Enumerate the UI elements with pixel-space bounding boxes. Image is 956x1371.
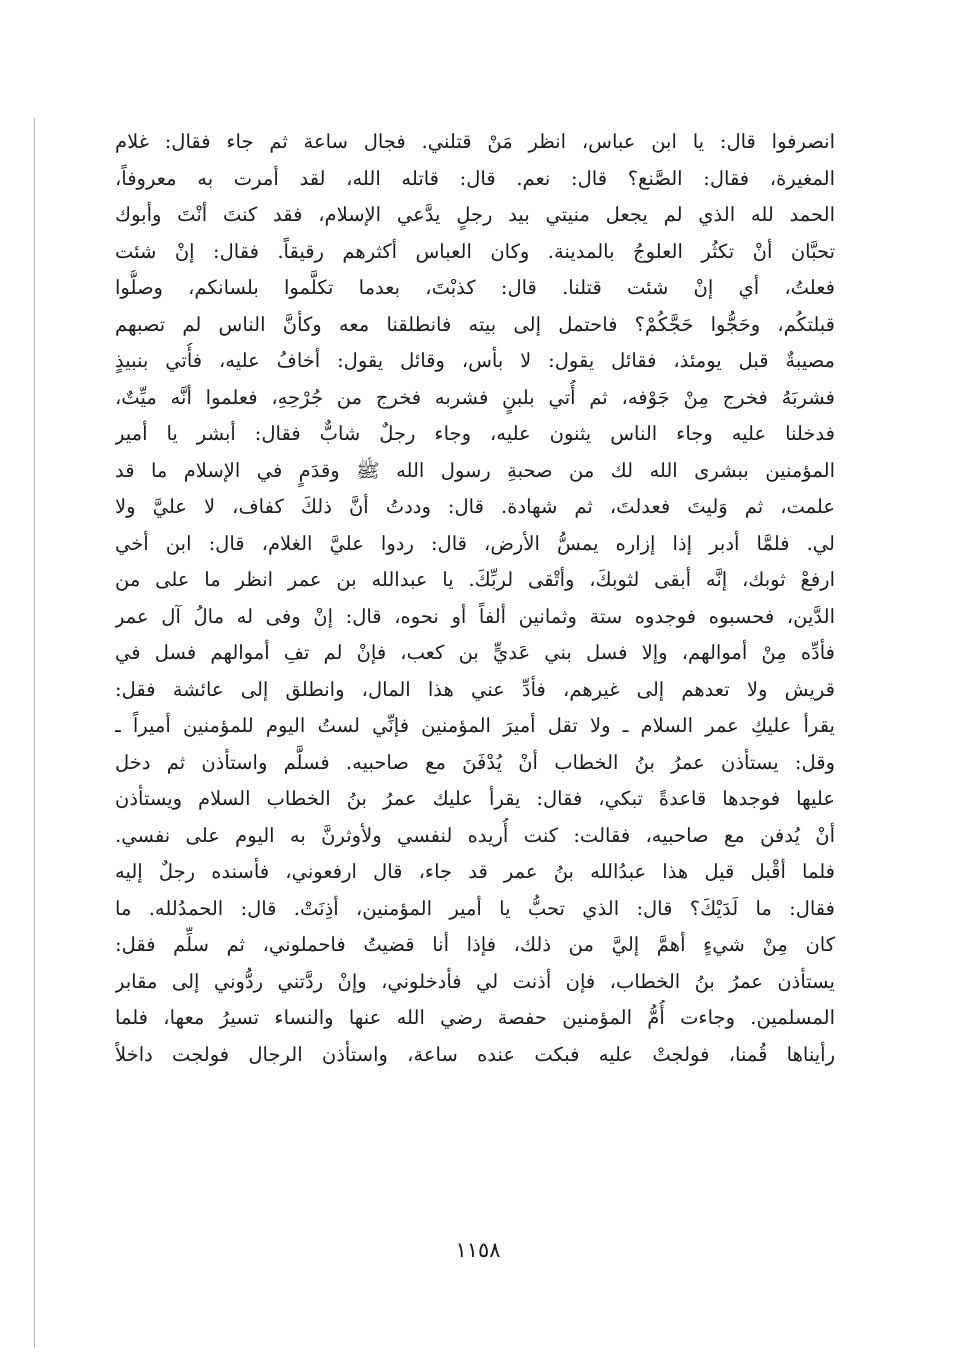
- text-line: قريش ولا تعدهم إلى غيرهم، فأدِّ عني هذا المال، وانطلق إلى عائشة فقل:: [115, 677, 835, 701]
- text-line: كان مِنْ شيءٍ أهمَّ إليَّ من ذلك، فإذا أنا قضيتُ فاحملوني، ثم سلِّم فقل:: [115, 933, 835, 956]
- text-line: فأدِّه مِنْ أموالهم، وإلا فسل بني عَديٍّ بن كعب، فإنْ لم تفِ أموالهم فسل في: [115, 641, 835, 664]
- text-line: فعلتُ، أي إنْ شئت قتلنا. قال: كذبْتَ، بعدما تكلَّموا بلسانكم، وصلُّوا: [115, 276, 835, 299]
- text-line: يستأذن عمرُ بنُ الخطاب، فإن أذنت لي فأدخلوني، وإنْ ردَّتني ردُّوني إلى مقابر: [115, 969, 835, 993]
- text-line: أنْ يُدفن مع صاحبيه، فقالت: كنت أُريده لنفسي ولأوثرنَّ به اليوم على نفسي.: [115, 823, 835, 847]
- page-number: ١١٥٨: [455, 1238, 501, 1262]
- text-line: تحبَّان أنْ تكثُر العلوجُ بالمدينة. وكان العباس أكثرهم رقيقاً. فقال: إنْ شئت: [115, 239, 835, 263]
- text-line: انصرفوا قال: يا ابن عباس، انظر مَنْ قتلني. فجال ساعة ثم جاء فقال: غلام: [115, 130, 835, 153]
- body-text: [115, 124, 835, 1073]
- text-line: يقرأ عليكِ عمر السلام ـ ولا تقل أميرَ المؤمنين فإنِّي لستُ اليوم للمؤمنين أميراً ـ: [115, 714, 835, 737]
- text-line: المغيرة، فقال: الصَّنع؟ قال: نعم. قال: قاتله الله، لقد أمرت به معروفاً،: [115, 166, 835, 190]
- text-line: وقل: يستأذن عمرُ بنُ الخطاب أنْ يُدْفَنَ مع صاحبيه. فسلَّم واستأذن ثم دخل: [115, 750, 835, 774]
- text-line: ارفعْ ثوبك، إنَّه أبقى لثوبكَ، وأتْقى لربِّكَ. يا عبدالله بن عمر انظر ما على من: [115, 568, 835, 591]
- text-line: فدخلنا عليه وجاء الناس يثنون عليه، وجاء رجلٌ شابٌّ فقال: أبشر يا أمير: [115, 422, 835, 445]
- text-line: لي. فلمَّا أدبر إذا إزاره يمسُّ الأرض، قال: ردوا عليَّ الغلام، قال: ابن أخي: [115, 531, 835, 555]
- text-line: المسلمين. وجاءت أُمُّ المؤمنين حفصة رضي الله عنها والنساء تسيرُ معها، فلما: [115, 1006, 835, 1029]
- text-line: رأيناها قُمنا، فولجتْ عليه فبكت عنده ساعة، واستأذن الرجال فولجت داخلاً: [115, 1042, 835, 1066]
- text-line: مصيبةٌ قبل يومئذ، فقائل يقول: لا بأس، وقائل يقول: أخافُ عليه، فأُتي بنبيذٍ: [115, 349, 835, 372]
- text-line: فقال: ما لَدَيْكَ؟ قال: الذي تحبُّ يا أمير المؤمنين، أذِنَتْ. قال: الحمدُلله. ما: [115, 896, 835, 920]
- text-line: الحمد لله الذي لم يجعل منيتي بيد رجلٍ يدَّعي الإسلام، فقد كنتَ أنْتَ وأبوك: [115, 203, 835, 226]
- text-line: عليها فوجدها قاعدةً تبكي، فقال: يقرأ عليك عمرُ بنُ الخطاب السلام ويستأذن: [115, 787, 835, 810]
- text-line: المؤمنين ببشرى الله لك من صحبةِ رسول الله ﷺ وقدَمٍ في الإسلام ما قد: [115, 458, 835, 482]
- text-line: علمت، ثم وَليتَ فعدلتَ، ثم شهادة. قال: وددتُ أنَّ ذلكَ كفاف، لا عليَّ ولا: [115, 495, 835, 518]
- text-line: فلما أقْبل قيل هذا عبدُالله بنُ عمر قد جاء، قال ارفعوني، فأسنده رجلٌ إليه: [115, 860, 835, 883]
- text-line: قبلتكُم، وحَجُّوا حَجَّكُمْ؟ فاحتمل إلى بيته فانطلقنا معه وكأنَّ الناس لم تصبهم: [115, 312, 835, 336]
- text-line: فشربَهُ فخرج مِنْ جَوْفه، ثم أُتي بلبنٍ فشربه فخرج من جُرْحِهِ، فعلموا أنَّه ميِّتٌ،: [115, 385, 835, 409]
- text-line: الدَّين، فحسبوه فوجدوه ستة وثمانين ألفاً أو نحوه، قال: إنْ وفى له مالُ آل عمر: [115, 604, 835, 628]
- margin-rule: [34, 118, 35, 1348]
